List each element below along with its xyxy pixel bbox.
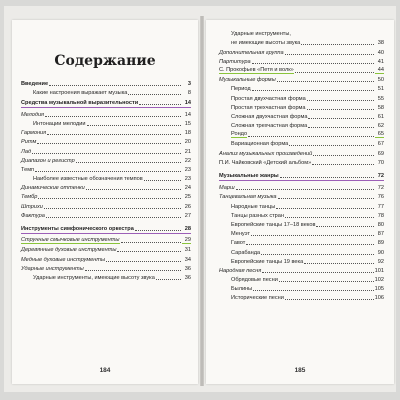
- dot-leader: [285, 49, 374, 55]
- toc-entry-page: 15: [184, 120, 191, 127]
- toc-entry-page: 14: [184, 111, 191, 118]
- toc-entry: [21, 127, 191, 136]
- toc-entry-title: Инструменты симфонического оркестра: [21, 226, 134, 232]
- dot-leader: [37, 138, 181, 144]
- toc-entry: [21, 145, 191, 154]
- toc-entry-page: 24: [184, 185, 191, 192]
- toc-entry-title: Тембр: [21, 194, 38, 201]
- toc-entry-page: 61: [377, 113, 384, 120]
- open-book: [4, 6, 396, 392]
- toc-entry: [21, 164, 191, 173]
- toc-entry-page: 58: [377, 104, 384, 111]
- book-spine: [200, 16, 204, 386]
- toc-entry-title: П.И. Чайковский «Детский альбом»: [219, 159, 312, 166]
- toc-entry-title: Исторические песни: [231, 295, 284, 302]
- dot-leader: [261, 249, 374, 255]
- toc-entry: [219, 182, 384, 191]
- toc-entry-page: 44: [375, 67, 384, 74]
- toc-entry-page: 55: [377, 95, 384, 102]
- toc-entry-title: Лад: [21, 148, 32, 155]
- dot-leader: [106, 256, 181, 262]
- toc-entry-title: Фактура: [21, 212, 45, 219]
- dot-leader: [285, 212, 374, 218]
- toc-entry: [219, 92, 384, 101]
- toc-entry: [21, 155, 191, 164]
- toc-entry-title: Наиболее известные обозначения темпов: [33, 176, 143, 183]
- toc-entry: [219, 292, 384, 301]
- toc-entry-title: Гавот: [231, 240, 246, 247]
- toc-entry: [21, 173, 191, 182]
- toc-entry: [21, 272, 191, 281]
- toc-section-entry: [21, 78, 191, 87]
- toc-entry: [219, 200, 384, 209]
- dot-leader: [156, 274, 181, 280]
- page-number: 185: [294, 367, 306, 374]
- toc-entry-page: 34: [184, 256, 191, 263]
- toc-entry-title: Мелодия: [21, 111, 45, 118]
- bleed-through-text: [20, 22, 195, 44]
- toc-entry: [21, 263, 191, 272]
- toc-entry-title: Ударные инструменты,: [231, 31, 291, 38]
- toc-entry-page: 101: [374, 267, 384, 274]
- toc-entry-page: 36: [184, 274, 191, 281]
- toc-entry: [21, 118, 191, 127]
- dot-leader: [248, 131, 374, 137]
- toc-entry-title: Дополнительная группа: [219, 49, 284, 56]
- toc-entry-page: 87: [377, 231, 384, 238]
- toc-entry-page: 3: [187, 81, 191, 88]
- toc-section-entry: [219, 170, 384, 179]
- dot-leader: [308, 113, 374, 119]
- dot-leader: [262, 267, 373, 273]
- dot-leader: [76, 157, 181, 163]
- toc-entry-page: 25: [184, 194, 191, 201]
- toc-entry: [219, 28, 384, 37]
- dot-leader: [117, 246, 181, 252]
- dot-leader: [139, 99, 181, 105]
- toc-entry: [219, 46, 384, 55]
- dot-leader: [121, 237, 182, 243]
- dot-leader: [35, 166, 181, 172]
- toc-entry-page: 18: [184, 130, 191, 137]
- toc-entry-page: 40: [377, 49, 384, 56]
- toc-section-entry: [21, 96, 191, 105]
- toc-entry-title: Анализ музыкальных произведений: [219, 150, 313, 157]
- dot-leader: [135, 225, 181, 231]
- toc-entry-title: Простая двухчастная форма: [231, 95, 306, 102]
- dot-leader: [252, 58, 374, 64]
- dot-leader: [32, 148, 181, 154]
- toc-entry: [219, 138, 384, 147]
- right-page: [206, 20, 394, 384]
- toc-entry-title: Танцы разных стран: [231, 212, 284, 219]
- toc-entry-title: Ритм: [21, 139, 37, 146]
- dot-leader: [45, 111, 181, 117]
- toc-entry: [21, 235, 191, 244]
- toc-entry: [219, 191, 384, 200]
- toc-entry-page: 76: [377, 194, 384, 201]
- toc-entry-page: 27: [184, 212, 191, 219]
- dot-leader: [246, 239, 374, 245]
- toc-entry-page: 21: [184, 148, 191, 155]
- toc-entry-title: Диапазон и регистр: [21, 157, 75, 164]
- toc-entry-title: Простая трехчастная форма: [231, 104, 306, 111]
- toc-entry: [219, 228, 384, 237]
- dot-leader: [46, 212, 181, 218]
- toc-entry-title: Средства музыкальной выразительности: [21, 99, 139, 106]
- toc-entry-title: Европейские танцы 19 века: [231, 258, 304, 265]
- dot-leader: [308, 122, 374, 128]
- toc-entry-title: Музыкальные формы: [219, 77, 276, 84]
- toc-entry-title: Народные танцы: [231, 203, 276, 210]
- dot-leader: [144, 175, 181, 181]
- section-underline: [219, 180, 384, 181]
- toc-entry-page: 8: [187, 90, 191, 97]
- dot-leader: [301, 39, 374, 45]
- toc-entry-page: 28: [184, 226, 191, 232]
- toc-entry-page: 22: [184, 157, 191, 164]
- toc-entry: [219, 265, 384, 274]
- toc-entry: [219, 147, 384, 156]
- dot-leader: [304, 258, 374, 264]
- toc-entry-title: Интонации мелодии: [33, 120, 86, 127]
- toc-entry-page: 36: [184, 265, 191, 272]
- toc-entry: [219, 74, 384, 83]
- dot-leader: [86, 184, 181, 190]
- toc-entry-title: Штрихи: [21, 203, 43, 210]
- toc-entry-title: Менуэт: [231, 231, 250, 238]
- dot-leader: [47, 129, 181, 135]
- toc-entry-title: Рондо: [231, 131, 248, 138]
- toc-entry-title: Народная песня: [219, 267, 262, 274]
- toc-entry-title: Обрядовые песни: [231, 277, 278, 284]
- toc-entry-title: Вариационная форма: [231, 141, 289, 148]
- toc-entry: [21, 244, 191, 253]
- dot-leader: [236, 184, 374, 190]
- toc-entry-page: 77: [377, 203, 384, 210]
- toc-entry-page: 80: [377, 221, 384, 228]
- toc-entry-title: Струнные смычковые инструменты: [21, 237, 120, 244]
- toc-entry-page: 62: [377, 123, 384, 130]
- toc-entry-page: 31: [184, 247, 191, 254]
- dot-leader: [279, 276, 374, 282]
- toc-entry: [219, 219, 384, 228]
- toc-entry-title: Деревянные духовые инструменты: [21, 247, 117, 254]
- toc-entry-title: Сложная трехчастная форма: [231, 123, 308, 130]
- toc-entry: [219, 157, 384, 166]
- dot-leader: [295, 67, 374, 73]
- toc-entry: [219, 37, 384, 46]
- dot-leader: [44, 203, 181, 209]
- toc-entry-page: 23: [184, 176, 191, 183]
- toc-entry: [219, 56, 384, 65]
- toc-entry-page: 50: [377, 77, 384, 84]
- toc-entry-page: 92: [377, 258, 384, 265]
- toc-entry: [21, 87, 191, 96]
- toc-entry-title: Темп: [21, 166, 35, 173]
- toc-entry-title: Сложная двухчастная форма: [231, 113, 308, 120]
- dot-leader: [278, 193, 374, 199]
- toc-entry-title: Танцевальная музыка: [219, 194, 277, 201]
- toc-entry-page: 65: [375, 131, 384, 138]
- toc-entry-title: Партитура: [219, 58, 251, 65]
- toc-entry: [219, 210, 384, 219]
- toc-entry: [219, 274, 384, 283]
- toc-entry-page: 29: [182, 237, 191, 244]
- toc-entry: [219, 283, 384, 292]
- dot-leader: [277, 76, 374, 82]
- toc-entry-page: 20: [184, 139, 191, 146]
- toc-entry-page: 105: [374, 286, 384, 293]
- toc-entry: [219, 111, 384, 120]
- toc-entry-title: Былины: [231, 286, 253, 293]
- dot-leader: [252, 85, 374, 91]
- toc-entry-page: 106: [374, 295, 384, 302]
- page-number: 184: [99, 367, 111, 374]
- dot-leader: [38, 193, 181, 199]
- dot-leader: [49, 80, 181, 86]
- toc-list: [219, 28, 384, 301]
- toc-entry-title: Ударные инструменты: [21, 265, 84, 272]
- toc-entry-page: 67: [377, 141, 384, 148]
- toc-entry-title: Динамические оттенки: [21, 185, 85, 192]
- toc-entry-title: Музыкальные жанры: [219, 173, 279, 179]
- toc-entry-page: 41: [377, 58, 384, 65]
- dot-leader: [307, 104, 374, 110]
- dot-leader: [280, 172, 374, 178]
- toc-entry-title: Медные духовые инструменты: [21, 256, 106, 263]
- toc-entry-page: 78: [377, 212, 384, 219]
- toc-section-entry: [21, 223, 191, 232]
- toc-entry-page: 89: [377, 240, 384, 247]
- left-page: [12, 20, 198, 384]
- dot-leader: [128, 89, 181, 95]
- dot-leader: [87, 120, 181, 126]
- toc-entry-page: 70: [377, 159, 384, 166]
- toc-entry-page: 90: [377, 249, 384, 256]
- toc-entry-page: 23: [184, 166, 191, 173]
- page-title: Содержание: [54, 53, 156, 69]
- toc-entry: [219, 237, 384, 246]
- toc-entry: [219, 83, 384, 92]
- dot-leader: [285, 294, 374, 300]
- toc-entry: [219, 65, 384, 74]
- toc-entry: [219, 120, 384, 129]
- toc-entry-title: Период: [231, 86, 251, 93]
- dot-leader: [253, 285, 373, 291]
- toc-entry: [219, 102, 384, 111]
- section-underline: [21, 233, 191, 234]
- toc-entry: [21, 210, 191, 219]
- dot-leader: [316, 221, 374, 227]
- dot-leader: [85, 265, 181, 271]
- dot-leader: [313, 150, 374, 156]
- toc-list: [21, 78, 191, 281]
- toc-entry-title: Введение: [21, 81, 49, 88]
- toc-entry-page: 72: [377, 173, 384, 179]
- toc-entry-title: Европейские танцы 17–18 веков: [231, 221, 316, 228]
- toc-entry: [219, 246, 384, 255]
- toc-entry: [21, 109, 191, 118]
- toc-entry: [21, 182, 191, 191]
- toc-entry-page: 51: [377, 86, 384, 93]
- toc-entry: [219, 256, 384, 265]
- toc-entry-page: 72: [377, 185, 384, 192]
- toc-entry-title: Ударные инструменты, имеющие высоту звука: [33, 274, 155, 281]
- toc-entry-page: 14: [184, 99, 191, 106]
- toc-entry-title: Марш: [219, 185, 235, 192]
- section-underline: [21, 107, 191, 108]
- toc-entry-page: 26: [184, 203, 191, 210]
- dot-leader: [251, 230, 374, 236]
- toc-entry: [21, 253, 191, 262]
- dot-leader: [312, 159, 374, 165]
- dot-leader: [289, 140, 374, 146]
- toc-entry-title: не имеющие высоты звука: [231, 40, 301, 47]
- toc-entry-page: 38: [377, 40, 384, 47]
- toc-entry-page: 69: [377, 150, 384, 157]
- toc-entry-page: 102: [374, 277, 384, 284]
- toc-entry: [219, 129, 384, 138]
- toc-entry: [21, 136, 191, 145]
- toc-entry-title: Сарабанда: [231, 249, 261, 256]
- toc-entry: [21, 191, 191, 200]
- toc-entry-title: Гармония: [21, 130, 47, 137]
- dot-leader: [292, 31, 374, 36]
- toc-entry-title: С. Прокофьев «Петя и волк»: [219, 66, 294, 73]
- toc-entry: [21, 200, 191, 209]
- toc-entry-title: Какие настроения выражает музыка: [33, 90, 128, 97]
- dot-leader: [307, 95, 374, 101]
- dot-leader: [276, 203, 374, 209]
